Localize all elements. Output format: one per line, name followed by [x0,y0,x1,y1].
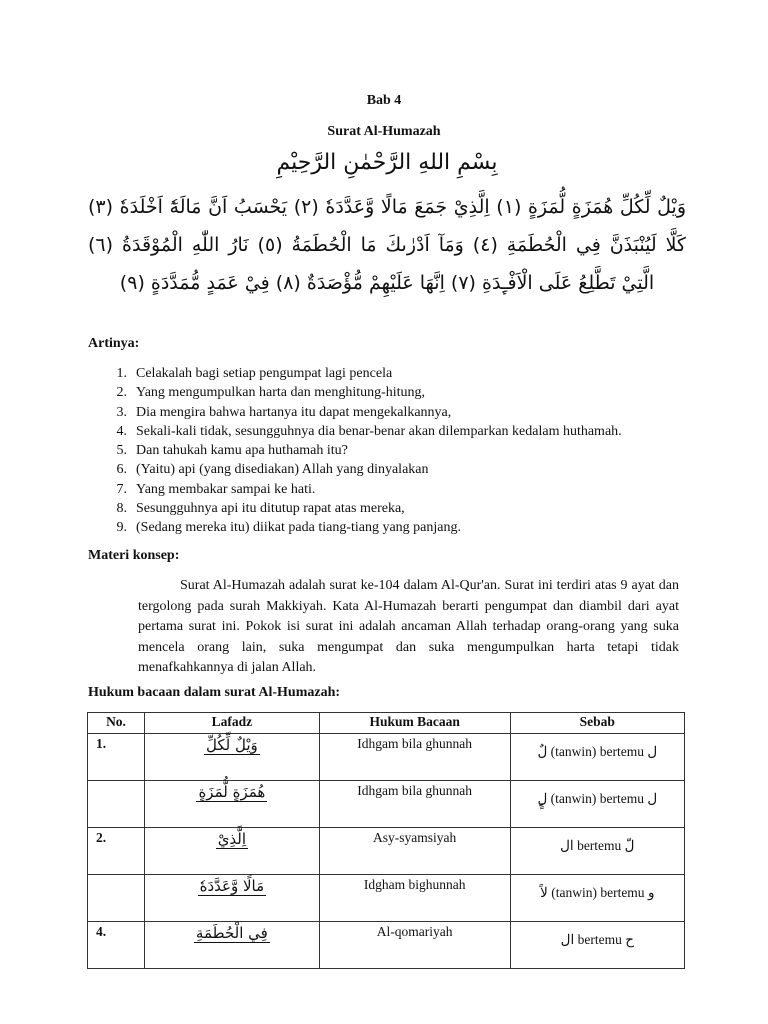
meaning-list [92,364,692,538]
concept-heading: Materi konsep: [88,548,180,563]
column-header-sebab: Sebab [510,713,684,734]
cell-no: 1. [88,734,145,781]
cell-sebab: ال bertemu ح [510,922,684,969]
column-header-lafadz: Lafadz [145,713,320,734]
list-item [92,403,692,422]
cell-lafadz [145,875,320,922]
list-item-text: Yang membakar sampai ke hati. [136,481,316,497]
list-item-number: 5. [116,443,127,459]
lafadz-text: اِلَّذِيْ [217,830,247,848]
list-item [92,364,692,383]
meaning-heading: Artinya: [88,336,140,351]
table-row [88,922,685,969]
list-item-number: 3. [116,404,127,420]
column-header-no: No. [88,713,145,734]
list-item-text: (Sedang mereka itu) diikat pada tiang-tiang yang panjang. [136,520,462,536]
list-item-number: 6. [116,462,127,478]
list-item [92,499,692,518]
table-header-row [88,713,685,734]
lafadz-text: فِي الْحُطَمَةِ [195,924,268,942]
list-item [92,422,692,441]
chapter-label: Bab 4 [366,93,402,108]
list-item [92,518,692,537]
tajwid-heading: Hukum bacaan dalam surat Al-Humazah: [88,685,341,700]
cell-no: 4. [88,922,145,969]
cell-no [88,875,145,922]
table-row [88,781,685,828]
list-item-number: 4. [116,423,127,439]
cell-no [88,781,145,828]
table-row [88,828,685,875]
list-item-text: Dan tahukah kamu apa huthamah itu? [136,443,348,459]
list-item-number: 9. [116,520,127,536]
surah-verses-text: وَيْلٌ لِّكُلِّ هُمَزَةٍ لُّمَزَةٍ (١) اِلَّذِيْ جَمَعَ مَالًا وَّعَدَّدَهٗ (٢) يَحْسَبُ اَنَّ مَالَهٗٓ اَخْلَدَهٗ (٣) كَلَّا لَيُنْبَذَنَّ فِي الْحُطَمَةِ (٤) وَمَآ اَدْرٰىكَ مَا الْحُطَمَةُ (٥) نَارُ اللّٰهِ الْمُوْقَدَةُ (٦) الَّتِيْ تَطَّلِعُ عَلَى الْاَفْـِٕدَةِ (٧) اِنَّهَا عَلَيْهِمْ مُّؤْصَدَةٌ (٨) فِيْ عَمَدٍ مُّمَدَّدَةٍ (٩) [88,196,686,294]
cell-hukum: Idgham bighunnah [319,875,510,922]
cell-lafadz [145,922,320,969]
cell-no: 2. [88,828,145,875]
list-item-number: 7. [116,481,127,497]
list-item [92,460,692,479]
list-item-text: Celakalah bagi setiap pengumpat lagi pencela [136,366,393,381]
cell-hukum: Al-qomariyah [319,922,510,969]
list-item-text: (Yaitu) api (yang disediakan) Allah yang dinyalakan [136,462,429,478]
list-item-text: Yang mengumpulkan harta dan menghitung-hitung, [136,385,426,401]
lafadz-text: مَالًا وَّعَدَّدَهٗ [199,877,265,895]
basmalah-text: بِسْمِ اللهِ الرَّحْمٰنِ الرَّحِيْمِ [276,150,498,175]
cell-sebab: ٍلٍ (tanwin) bertemu ل [510,781,684,828]
list-item-text: Sesungguhnya api itu ditutup rapat atas mereka, [136,501,405,517]
table-row [88,734,685,781]
cell-hukum: Asy-syamsiyah [319,828,510,875]
page-title: Surat Al-Humazah [327,124,441,139]
list-item-text: Sekali-kali tidak, sesungguhnya dia benar-benar akan dilemparkan kedalam huthamah. [136,423,622,439]
list-item [92,441,692,460]
list-item-number: 2. [116,385,127,401]
lafadz-text: وَيْلٌ لِّكُلِّ [205,736,258,754]
cell-sebab: لاً (tanwin) bertemu و [510,875,684,922]
column-header-hukum: Hukum Bacaan [319,713,510,734]
cell-lafadz [145,828,320,875]
list-item-number: 8. [116,501,127,517]
list-item [92,383,692,402]
cell-lafadz [145,781,320,828]
table-row [88,875,685,922]
lafadz-text: هُمَزَةٍ لُّمَزَةٍ [198,783,266,801]
cell-lafadz [145,734,320,781]
cell-hukum: Idhgam bila ghunnah [319,734,510,781]
list-item [92,480,692,499]
cell-sebab: ال bertemu لّ [510,828,684,875]
concept-paragraph: Surat Al-Humazah adalah surat ke-104 dalam Al-Qur'an. Surat ini terdiri atas 9 ayat dan tergolong pada surah Makkiyah. Kata Al-Humazah berarti pengumpat dan diambil dari ayat pertama surat ini. Pokok isi surat ini adalah ancaman Allah terhadap orang-orang yang suka mencela orang lain, suka mengumpat dan suka mengumpulkan harta tetapi tidak menafkahkannya di jalan Allah. [138,578,679,675]
tajwid-table [87,712,685,969]
list-item-number: 1. [116,366,127,381]
cell-sebab: لٌ (tanwin) bertemu ل [510,734,684,781]
cell-hukum: Idhgam bila ghunnah [319,781,510,828]
list-item-text: Dia mengira bahwa hartanya itu dapat mengekalkannya, [136,404,452,420]
